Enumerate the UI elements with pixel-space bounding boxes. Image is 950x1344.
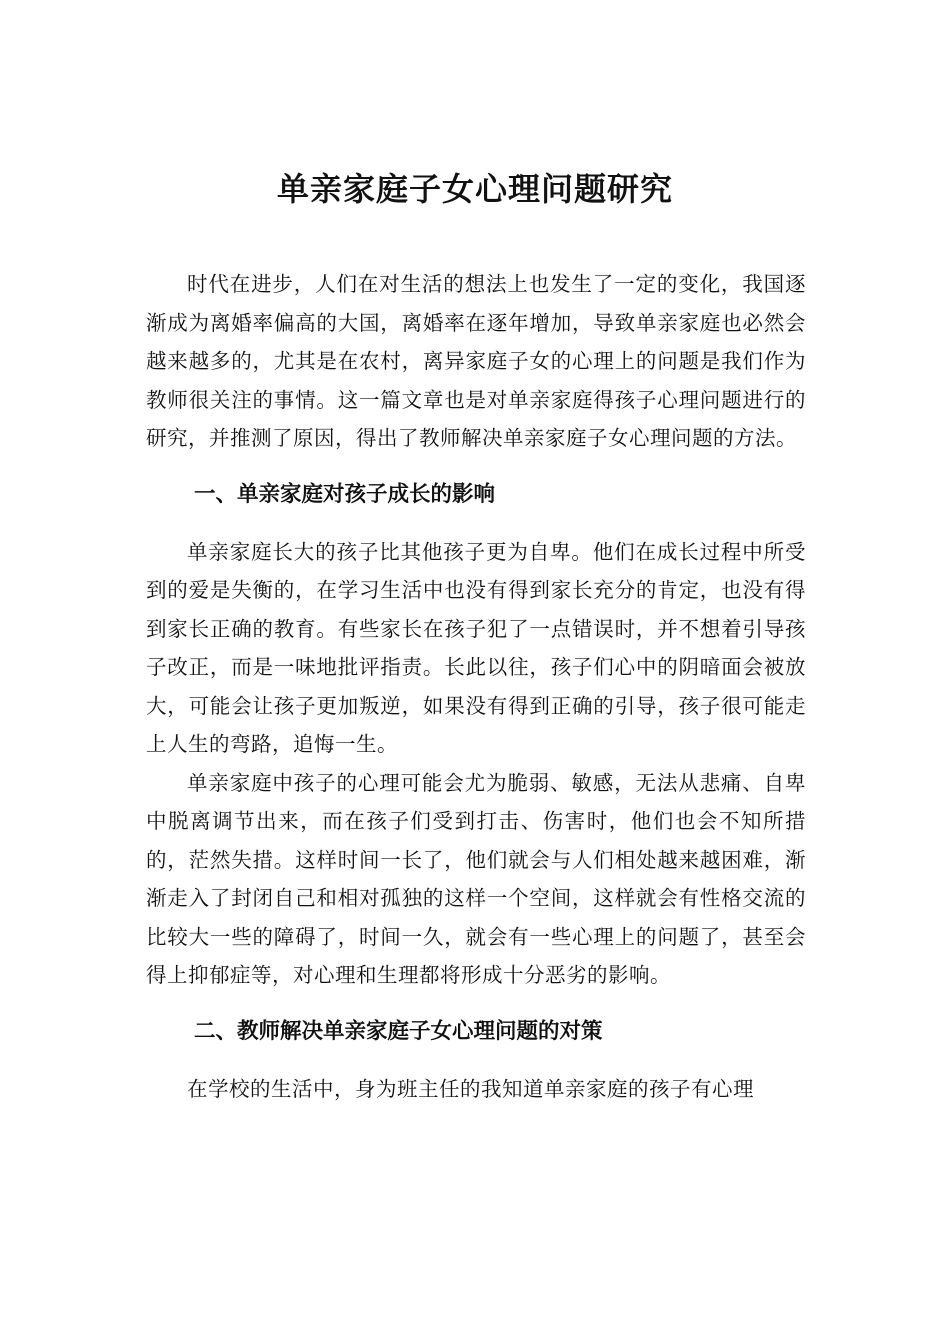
section-1-heading: 一、单亲家庭对孩子成长的影响: [194, 481, 496, 507]
section-1-paragraph-2: 单亲家庭中孩子的心理可能会尤为脆弱、敏感，无法从悲痛、自卑中脱离调节出来，而在孩子们受到打击、伤害时，他们也会不知所措的，茫然失措。这样时间一长了，他们就会与人们相处越来越困难，渐渐走入了封闭自己和相对孤独的这样一个空间，这样就会有性格交流的比较大一些的障碍了，时间一久，就会有一些心理上的问题了，甚至会得上抑郁症等，对心理和生理都将形成十分恶劣的影响。: [146, 770, 806, 987]
section-1-paragraph-1: 单亲家庭长大的孩子比其他孩子更为自卑。他们在成长过程中所受到的爱是失衡的，在学习生活中也没有得到家长充分的肯定，也没有得到家长正确的教育。有些家长在孩子犯了一点错误时，并不想着引导孩子改正，而是一味地批评指责。长此以往，孩子们心中的阴暗面会被放大，可能会让孩子更加叛逆，如果没有得到正确的引导，孩子很可能走上人生的弯路，追悔一生。: [146, 539, 806, 756]
intro-paragraph: 时代在进步，人们在对生活的想法上也发生了一定的变化，我国逐渐成为离婚率偏高的大国，离婚率在逐年增加，导致单亲家庭也必然会越来越多的，尤其是在农村，离异家庭子女的心理上的问题是我们作为教师很关注的事情。这一篇文章也是对单亲家庭得孩子心理问题进行的研究，并推测了原因，得出了教师解决单亲家庭子女心理问题的方法。: [146, 272, 806, 450]
document-title: 单亲家庭子女心理问题研究: [276, 170, 673, 208]
section-2-paragraph-1: 在学校的生活中，身为班主任的我知道单亲家庭的孩子有心理: [187, 1076, 754, 1101]
section-2-heading: 二、教师解决单亲家庭子女心理问题的对策: [194, 1018, 603, 1044]
document-body: [146, 265, 806, 1108]
